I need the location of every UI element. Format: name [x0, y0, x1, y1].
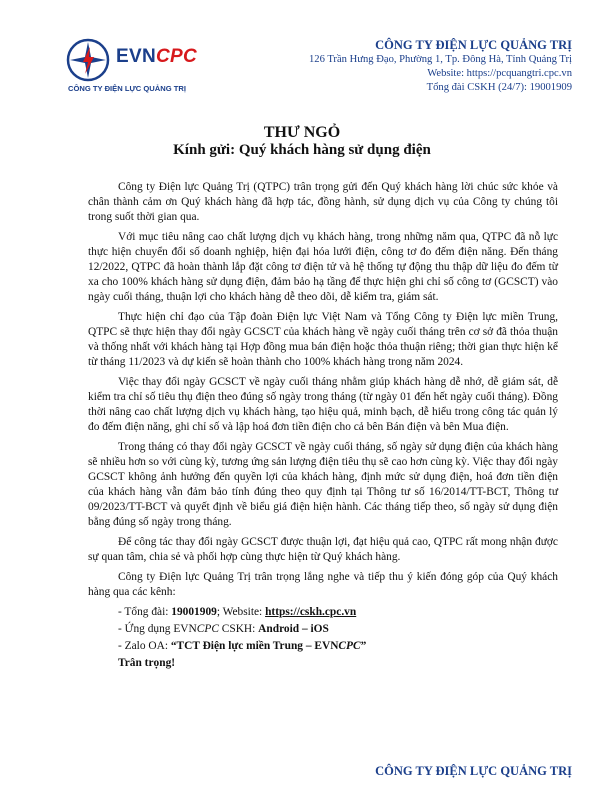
paragraph: Công ty Điện lực Quảng Trị trân trọng lắng nghe và tiếp thu ý kiến đóng góp của Quý khách hàng qua các kênh: [88, 571, 558, 598]
logo-subtitle: CÔNG TY ĐIỆN LỰC QUẢNG TRỊ [68, 84, 186, 93]
closing: Trân trọng! [118, 657, 176, 669]
paragraph: Thực hiện chỉ đạo của Tập đoàn Điện lực Việt Nam và Tổng Công ty Điện lực miền Trung, QTPC sẽ thực hiện thay đổi ngày GCSCT của khách hàng về ngày cuối tháng trên cơ sở đã thỏa thuận và thống nhất với khách hàng tại Hợp đồng mua bán điện hoặc thỏa thuận riêng; thời gian thực hiện kể từ tháng 11/2023 và dự kiến sẽ hoàn thành cho 100% khách hàng trong năm 2024. [88, 311, 558, 368]
evncpc-logo [62, 38, 222, 93]
paragraph: Việc thay đổi ngày GCSCT về ngày cuối tháng nhằm giúp khách hàng dễ nhớ, dễ giám sát, dễ kiểm tra chỉ số tiêu thụ điện theo đúng số ngày trong tháng (từ ngày 01 đến hết ngày cuối tháng). Đồng thời nâng cao chất lượng dịch vụ khách hàng, tạo hiệu quả, minh bạch, dễ hiểu trong công tác quản lý đo đếm điện năng, ghi chỉ số và lập hoá đơn tiền điện cho cả bên Bán điện và bên Mua điện. [88, 376, 558, 433]
evn-emblem-icon [66, 38, 110, 82]
letter-body [88, 180, 558, 671]
logo-wordmark: EVNCPC [116, 46, 197, 67]
paragraph: Với mục tiêu nâng cao chất lượng dịch vụ khách hàng, trong những năm qua, QTPC đã nỗ lực thực hiện chuyển đổi số doanh nghiệp, hiện đại hóa lưới điện, công tơ đo đếm điện năng. Đến tháng 12/2022, QTPC đã hoàn thành lắp đặt công tơ điện tử và hệ thống tự động thu thập dữ liệu đo đếm từ xa cho 100% khách hàng sử dụng điện, đảm bảo hạ tầng để thực hiện ghi chỉ số công tơ (GCSCT) vào ngày cuối tháng, thuận lợi cho khách hàng dễ theo dõi, dễ kiểm tra, giám sát. [88, 231, 558, 303]
company-hotline: Tổng đài CSKH (24/7): 19001909 [426, 82, 572, 93]
company-address: 126 Trần Hưng Đạo, Phường 1, Tp. Đông Hà, Tỉnh Quảng Trị [308, 54, 572, 65]
letter-greeting: Kính gửi: Quý khách hàng sử dụng điện [173, 142, 431, 158]
channel-zalo: - Zalo OA: “TCT Điện lực miền Trung – EVNCPC” [118, 640, 367, 652]
letter-title: THƯ NGỎ [263, 124, 341, 141]
paragraph: Trong tháng có thay đổi ngày GCSCT về ngày cuối tháng, số ngày sử dụng điện của khách hàng sẽ nhiều hơn so với cùng kỳ, tương ứng sản lượng điện tiêu thụ sẽ cao hơn cùng kỳ. Việc thay đổi ngày GCSCT không ảnh hưởng đến quyền lợi của khách hàng, định mức sử dụng điện, hoá đơn tiền điện của khách hàng vẫn đảm bảo tính đúng theo quy định tại Thông tư số 16/2014/TT-BCT, Thông tư 09/2023/TT-BCT và quyết định về biểu giá điện hiện hành. Các tháng tiếp theo, số ngày sử dụng điện bằng đúng số ngày trong tháng. [88, 441, 558, 528]
paragraph: Để công tác thay đổi ngày GCSCT được thuận lợi, đạt hiệu quả cao, QTPC rất mong nhận được sự quan tâm, chia sẻ và phối hợp cùng thực hiện từ Quý khách hàng. [88, 536, 558, 563]
signature: CÔNG TY ĐIỆN LỰC QUẢNG TRỊ [375, 764, 572, 778]
paragraph: Công ty Điện lực Quảng Trị (QTPC) trân trọng gửi đến Quý khách hàng lời chúc sức khỏe và chân thành cảm ơn Quý khách hàng đã hợp tác, đồng hành, sử dụng dịch vụ của Công ty chúng tôi trong suốt thời gian qua. [88, 181, 558, 223]
company-header [272, 38, 572, 95]
channel-hotline-website: - Tổng đài: 19001909; Website: https://cskh.cpc.vn [118, 606, 357, 618]
company-website: Website: https://pcquangtri.cpc.vn [427, 68, 572, 79]
channel-app: - Ứng dụng EVNCPC CSKH: Android – iOS [118, 623, 329, 635]
cskh-website-link[interactable]: https://cskh.cpc.vn [265, 606, 357, 618]
company-name: CÔNG TY ĐIỆN LỰC QUẢNG TRỊ [375, 38, 572, 52]
